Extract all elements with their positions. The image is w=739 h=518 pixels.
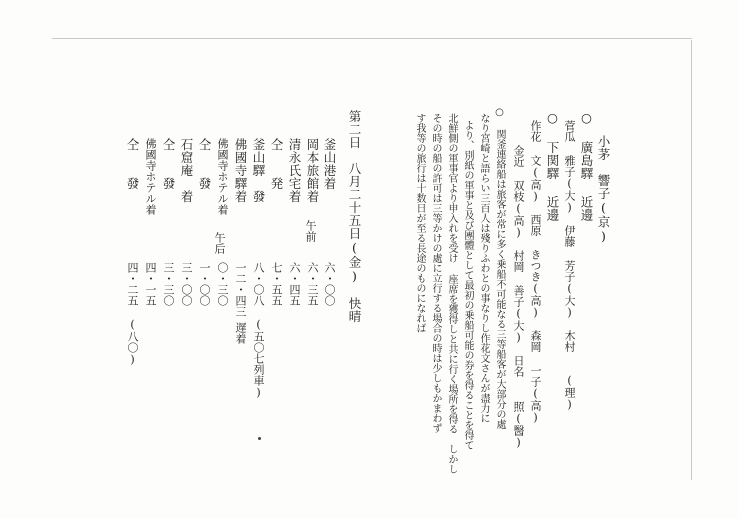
itinerary-name: 釜山港着 (322, 138, 337, 190)
itinerary-name: 仝 発 (269, 138, 284, 190)
itinerary-time: 六・〇〇 (323, 262, 336, 306)
itinerary-time: 六・四五 (288, 262, 301, 306)
itinerary-name: 岡本旅館着 (305, 138, 320, 203)
itinerary-name: 仝 發 (125, 138, 140, 190)
itinerary-time: 六・三五 (306, 262, 319, 306)
itinerary-name: 佛國寺ホテル着 (216, 138, 229, 215)
itinerary-time: 三・三〇 (162, 262, 175, 306)
paragraph-line-5: その時の船の許可は三等かけの處に立行する場合の時は少しもかまわず (430, 113, 441, 433)
ink-speck (258, 437, 261, 440)
itinerary-time: 四・二五 (126, 262, 139, 306)
line-hiroshima: ○ 廣島驛 近邊 (579, 110, 594, 222)
paragraph-line-3: より、別紙の軍事と及び團體として最初の乗船可能の券を得ることを得て (462, 120, 473, 450)
itinerary-name: 仝 發 (197, 138, 212, 190)
line-shimonoseki-members-2: 金近 双枝(高) 村岡 善子(大) 日名 照(醫) (512, 145, 525, 449)
gozen-label: 午前 (304, 220, 317, 242)
itinerary-name: 石窟庵 着 (179, 138, 194, 203)
itinerary-note: (八〇) (126, 318, 139, 366)
itinerary-time: 一二・四三 (234, 262, 247, 317)
page-edge-right (691, 40, 692, 480)
itinerary-time: 〇・三〇 (216, 262, 229, 306)
paragraph-line-1: ○ 関釜連絡船は旅客が常に多く乗船不可能なる三等船客が大部分の處 (494, 107, 505, 429)
itinerary-time: 七・五五 (270, 262, 283, 306)
itinerary-name: 仝 發 (161, 138, 176, 190)
line-shimonoseki-members-1: 作花 文(高) 西原 きつき(高) 森岡 一子(高) (529, 120, 542, 424)
itinerary-name: 釜山驛 發 (251, 138, 266, 203)
itinerary-time: 八・〇八 (252, 262, 265, 306)
paragraph-line-6: す我等の旅行は十数日が至る長途のものになれば (414, 113, 425, 333)
itinerary-time: 一・〇〇 (198, 262, 211, 306)
line-shimonoseki: ○ 下関驛 近邊 (545, 110, 560, 222)
paragraph-line-2: なり宮崎と語らい三百人は殘りふわとの事なりし作花文さんが盡力に (478, 113, 489, 423)
itinerary-note: 遅着 (234, 322, 247, 344)
itinerary-time: 三・〇〇 (180, 262, 193, 306)
itinerary-name: 清永氏宅着 (287, 138, 302, 203)
line-hiroshima-members: 菅瓜 雅子(大) 伊藤 芳子(大) 木村 (理) (563, 120, 576, 411)
itinerary-name: 佛國寺驛着 (233, 138, 248, 203)
paragraph-line-4: 北鮮側の軍事官より申入れを受け 座席を獲得しと共に行く場所を得る しかし (446, 113, 457, 474)
itinerary-note: (五〇七列車) (252, 318, 265, 399)
gogo-label: 午后 (213, 232, 226, 254)
page-edge-top (52, 38, 692, 39)
line-name-koyama: 小茅 響子(京) (596, 135, 611, 244)
itinerary-name: 佛國寺ホテル着 (144, 138, 157, 215)
itinerary-time: 四・一五 (144, 262, 157, 306)
day-header: 第二日 八月二十五日(金) 快晴 (347, 110, 362, 323)
